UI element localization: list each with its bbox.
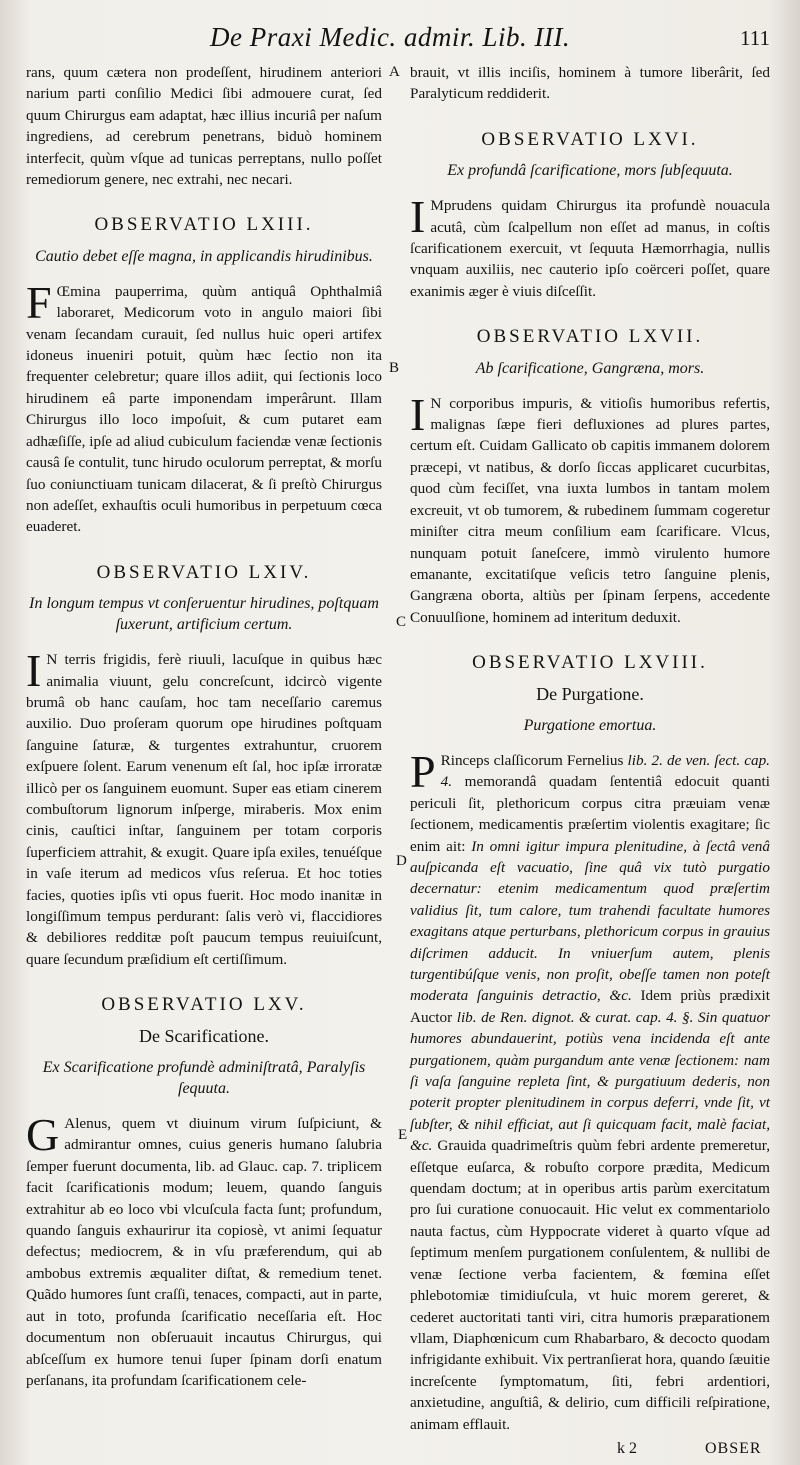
drop-cap: F (26, 276, 52, 328)
observation-65-heading: OBSERVATIO LXV. (101, 994, 307, 1016)
observation-64-body (26, 645, 382, 970)
observation-64-subtitle: In longum tempus vt conſeruentur hirudines, poſtquam ſuxerunt, artificium certum. (29, 595, 379, 634)
observation-68-text-a: Rinceps claſſicorum Fernelius (440, 751, 628, 769)
observation-68-text-b: memorandâ quadam ſententiâ edocuit quanti periculi ſit, plethoricum corpus citra præuiam venæ ſectionem, medicamentis præſertim violentis exagitare; ſic enim ait: (410, 773, 770, 855)
observation-63-heading: OBSERVATIO LXIII. (94, 214, 314, 236)
observation-63-subtitle: Cautio debet eſſe magna, in applicandis hirudinibus. (35, 247, 373, 265)
observation-67-body (410, 388, 770, 628)
signature-mark: k 2 (617, 1440, 637, 1457)
citation-reference: lib. de Ren. dignot. & curat. cap. 4. §. (456, 1008, 694, 1026)
quotation: In omni igitur impura plenitudine, à ſectâ venâ auſpicanda eſt vacuatio, ſine quâ vix tutò purgatio decernatur: etenim medicamentum quod præſertim validius ſit, tum calore, tum trahendi facultate humores exagitans atque perturbans, plethoricum corpus in grauius diſcrimen adducit. In vniuerſum autem, plenis turgentibúſque venis, non proſit, obeſſe tamen non poteſt moderata ſanguinis detractio, &c. (410, 837, 770, 1005)
continued-paragraph: rans, quum cætera non prodeſſent, hirudinem anteriori narium parti conſilio Medici ſibi admouere curat, ſed quum Chirurgus eam adaptat, hæc illius incuriâ per naſum ingrediens, ad cerebrum penetrans, biduò hominem interfecit, quùm vſque ad tunicas perreptans, nullo poſſet remediorum genere, nec extrahi, nec necari. (26, 64, 382, 189)
drop-cap: P (410, 745, 436, 797)
margin-letter-c: C (396, 614, 407, 630)
observation-68-text-c: Idem priùs prædixit Auctor (410, 987, 770, 1026)
observation-68-text-d: Grauida quadrimeſtris quùm febri ardente premeretur, eſſetque euſarca, & robuſto corpore prædita, Medicum quendam doctum; at in operibus artis parùm exercitatum pro ſui curatione conuocauit. Hic velut ex commentariolo nauta factus, cùm Hyppocrate videret à quarto vſque ad ſeptimum menſem purgationem conſulentem, & nullibi de venæ ſectione verba facientem, & fœmina eſſet phlebotomiæ timidiuſcula, vt huic morem gereret, & cederet auctoritati tanti viri, citra humoris præparationem vllam, Diaphœnicum cum Rhabarbaro, & decocto quodam infrigidante exhibuit. Vix pertranſierat hora, quando ſæuitie increſcente ſymptomatum, ſiti, febri ardentiori, anxietudine, anguſtiâ, & delirio, cum difficili reſpiratione, animam efflauit. (410, 1137, 770, 1433)
observation-67-heading: OBSERVATIO LXVII. (476, 326, 704, 348)
running-header (0, 22, 800, 56)
right-column (410, 62, 770, 1435)
citation-reference: lib. 2. de ven. ſect. cap. 4. (440, 751, 770, 791)
observation-65-subheading: De Scarificatione. (139, 1025, 269, 1046)
observation-66-text: Mprudens quidam Chirurgus ita profundè nouacula acutâ, cùm ſcalpellum non eſſet ad manus, in coſtis ſcarificationem exercuit, vt ſequuta Hæmorrhagia, nullis vnquam auxiliis, nec cauterio ipſo coërceri poſſet, quare exanimis æger è viuis diſceſſit. (410, 197, 770, 300)
catchword: OBSER (705, 1440, 762, 1457)
drop-cap: I (410, 191, 426, 243)
running-title: De Praxi Medic. admir. Lib. III. (210, 22, 571, 52)
observation-65-text: Alenus, quem vt diuinum virum ſuſpiciunt, & admirantur omnes, cuius generis humano ſalubria ſemper fuerunt documenta, lib. ad Glauc. cap. 7. triplicem facit ſcarificationis modum; leuem, quando ſanguis extrahitur ab eo loco vbi vlcuſcula facta ſunt; profundum, quando ſanguis exhaurirur ita copiosè, vt animi ſequatur defectus; mediocrem, & in vſu præferendum, qui ab ambobus extremis æqualiter diſtat, & remedium tenet. Quãdo humores ſunt craſſi, tenaces, compacti, aut in parte, aut in toto, profunda ſcarificatio neceſſaria eſt. Hoc documentum non obſeruauit incautus Chirurgus, qui abſceſſum ex humore tenui ſuper ſpinam dorſi enatum perſanans, ita profundam ſcarificationem cele- (26, 1115, 382, 1389)
page-footer (0, 1440, 800, 1462)
drop-cap: I (26, 645, 42, 697)
observation-67-subtitle: Ab ſcarificatione, Gangræna, mors. (475, 359, 705, 377)
margin-letter-b: B (389, 360, 400, 376)
observation-66-subtitle: Ex profundâ ſcarificatione, mors ſubſequuta. (447, 162, 733, 180)
observation-66-heading: OBSERVATIO LXVI. (481, 128, 699, 150)
observation-68-subheading: De Purgatione. (536, 683, 644, 704)
observation-65-body (26, 1109, 382, 1391)
observation-64-heading: OBSERVATIO LXIV. (96, 561, 312, 583)
observation-67-text: N corporibus impuris, & vitioſis humoribus refertis, malignas ſæpe fieri defluxiones ad plures partes, certum eſt. Cuidam Gallicato ob capitis immanem dolorem præcepi, vt natibus, & dorſo ſiccas applicaret cucurbitas, quod cùm feciſſet, vna iuxta lumbos in tantam molem excreuit, vt ob tumorem, & rubedinem ſummam cogeretur miniſter citra meum conſilium eam ſcarificare. Vlcus, nunquam potuit ſaneſcere, immò virulento humore emanante, excitatiſque veſicis tetro ſanguine plenis, Gangræna oborta, altiùs per ſpinam ſerpens, accedente Conuulſione, hominem ad interitum deduxit. (410, 394, 770, 626)
left-column (26, 62, 382, 1391)
drop-cap: I (410, 388, 426, 440)
drop-cap: G (26, 1109, 60, 1161)
observation-68-body (410, 745, 770, 1435)
observation-64-text: N terris frigidis, ferè riuuli, lacuſque in quibus hæc animalia viuunt, gelu concreſcunt, idcircò vigente brumâ ob hanc cauſam, hoc tam neceſſario caremus auxilio. Duo proſeram quorum ope hirudines poſtquam ſanguine ſaturæ, & turgentes extrahuntur, cruorem exſpuere ſolent. Earum venenum eſt ſal, hoc ipſæ irroratæ illicò per os ſanguinem euomunt. Super eas etiam cinerem combuſtorum lignorum inſperge, miraberis. Mox enim cinis, cauſtici inſtar, ſanguinem per totam corporis ſuperficiem attrahit, & exugit. Quare ipſa exiles, tenuéſque in vaſe iterum ad medicos vſus reſerua. Et hoc toties facies, quoties ipſis vti opus fuerit. Hoc modo inanitæ in longiſſimum tempus perdurant: ſalis verò vi, flaccidiores & debiliores redditæ poſt paucum tempus reuiuiſcunt, quare ſecundum præſidium eſt certiſſimum. (26, 651, 382, 968)
observation-66-body (410, 191, 770, 302)
observation-68-heading: OBSERVATIO LXVIII. (472, 652, 708, 674)
page-number: 111 (740, 26, 770, 50)
margin-letter-d: D (396, 853, 407, 869)
margin-letter-a: A (389, 64, 400, 80)
observation-68-subtitle: Purgatione emortua. (523, 716, 657, 734)
margin-letter-e: E (398, 1127, 408, 1143)
observation-63-text: Œmina pauperrima, quùm antiquâ Ophthalmiâ laboraret, Medicorum voto in angulo maiori ſibi venam ſecandam curauit, ſed nullus huic operi artifex idoneus inueniri potuit, quùm hæc ſectio non ita frequenter celebretur; quare illos adiit, qui ſectionis loco hirudinem eâ parte imponendam imperârunt. Illam Chirurgus illo loco impoſuit, & cum putaret eam adhæſiſſe, ipſe ad aliud cubiculum faciendæ venæ ſectionis causâ ſe contulit, tunc hirudo oculorum perreptat, & morſu ſuo coniunctiuam tunicam dilacerat, & ſi preſtò Chirurgus non adeſſet, exhauſtis oculi humoribus in perpetuum cœca euaderet. (26, 282, 382, 536)
observation-65-subtitle: Ex Scarificatione profundè adminiſtratâ, Paralyſis ſequuta. (42, 1059, 366, 1098)
observation-63-body (26, 276, 382, 538)
quotation: Sin quatuor humores abundauerint, potiùs vena incidenda eſt ante purgationem, quàm purgandum ante venæ ſectionem: nam ſi vaſa ſanguine repleta ſint, & purgatiuum dederis, non poterit propter plenitudinem in corpus deferri, vnde ſit, vt ſubſter, & nihil efficiat, aut ſi quicquam facit, malè faciat, &c. (410, 1008, 770, 1155)
continued-paragraph: brauit, vt illis inciſis, hominem à tumore liberârit, ſed Paralyticum reddiderit. (410, 64, 770, 103)
